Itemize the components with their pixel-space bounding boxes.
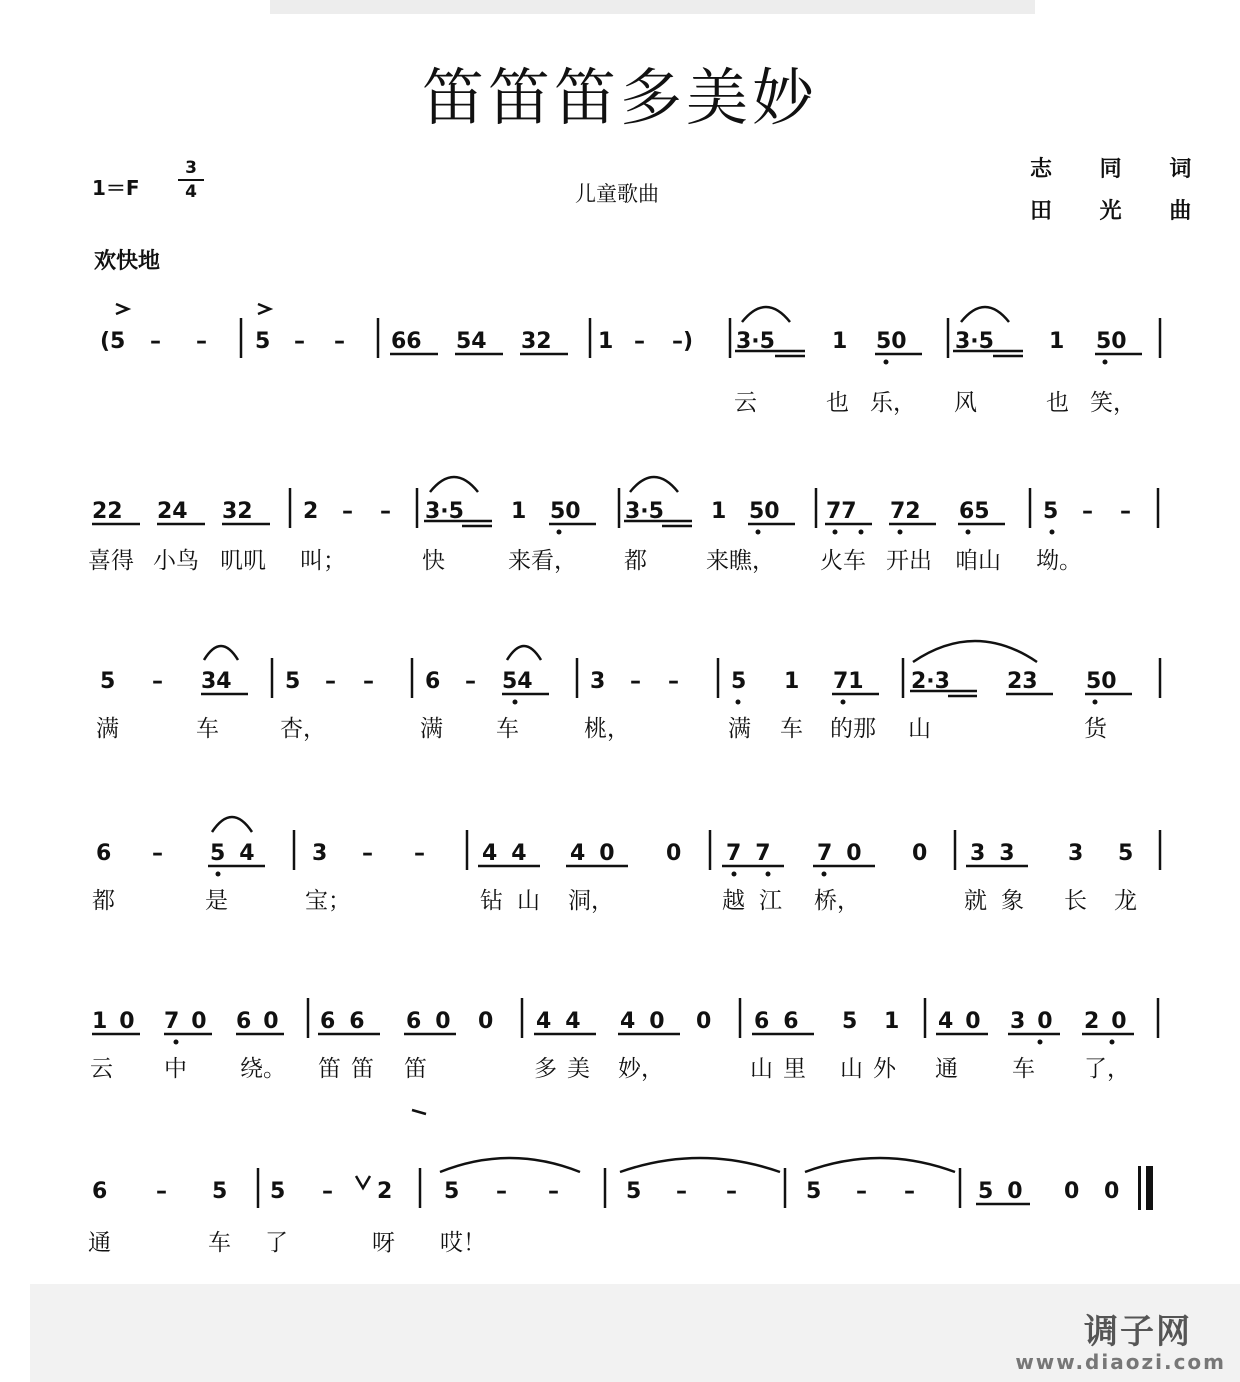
lyric: 绕。 [240,1056,286,1082]
lyric: 长 [1064,888,1087,914]
note: – [548,1179,559,1204]
note: – [152,669,163,694]
note: 20 [1084,1009,1139,1034]
note: 70 [164,1009,219,1034]
note: 72 [890,499,921,524]
note: – [1120,499,1131,524]
lyric: 洞， [568,888,614,914]
note: 60 [236,1009,291,1034]
note: 40 [938,1009,993,1034]
note: – [380,499,391,524]
time-signature-top: 3 [185,158,197,178]
note: 66 [391,329,422,354]
lyric: 越江 [722,888,796,914]
note: 54 [210,841,269,866]
note: 34 [201,669,232,694]
lyric: 车 [496,716,519,742]
watermark-brand: 调子网 [1084,1312,1192,1352]
lyric: 山 [908,716,931,742]
note: – [904,1179,915,1204]
note: 5 [731,669,747,694]
note: 3·5 [955,329,994,354]
genre-label: 儿童歌曲 [575,182,659,206]
note: 33 [970,841,1029,866]
note: 0 [478,1009,494,1034]
time-signature-bottom: 4 [185,182,197,202]
note: 32 [222,499,253,524]
note: 54 [456,329,487,354]
note: 5 [285,669,301,694]
lyric: 了 [265,1230,288,1256]
note: 10 [92,1009,147,1034]
note: 54 [502,669,533,694]
lyric: 通 [88,1230,111,1256]
lyric: 山外 [840,1056,906,1082]
lyric: 桥， [814,888,860,914]
note: 1 [511,499,527,524]
note: 5 [806,1179,822,1204]
note: 2 [303,499,319,524]
lyric: 满 [728,716,751,742]
lyric: 也 [826,390,849,416]
note: 0 [912,841,928,866]
song-title: 笛笛笛多美妙 [421,61,818,134]
note: 1 [598,329,614,354]
note: 5 [212,1179,228,1204]
note: 1 [1049,329,1065,354]
note: 65 [959,499,990,524]
note: 5 [1118,841,1134,866]
lyric: 都 [624,548,647,574]
note: – [496,1179,507,1204]
lyric: 笑， [1090,390,1136,416]
lyric: 多美 [534,1056,600,1082]
note: – [322,1179,333,1204]
note: 3·5 [425,499,464,524]
note: 5 [842,1009,858,1034]
lyric: 云 [90,1056,113,1082]
note: 3·5 [736,329,775,354]
note: – [362,841,373,866]
lyric: 龙 [1114,888,1137,914]
note: 50 [1086,669,1117,694]
note: – [325,669,336,694]
note: 1 [784,669,800,694]
lyric: 满 [96,716,119,742]
score-line-3 [0,640,1240,780]
note: 0 [1064,1179,1080,1204]
note: 3 [312,841,328,866]
note: – [856,1179,867,1204]
note: 23 [1007,669,1038,694]
note: 50 [978,1179,1037,1204]
note: – [150,329,161,354]
note: – [342,499,353,524]
note: – [156,1179,167,1204]
lyric: 喜得 [88,548,134,574]
note: 5 [626,1179,642,1204]
note: 77 [826,499,857,524]
lyric: 风 [954,390,977,416]
lyric: 哎！ [440,1230,486,1256]
note: – [630,669,641,694]
note: – [465,669,476,694]
lyric: 开出 [886,548,932,574]
note: 3·5 [625,499,664,524]
note: 70 [817,841,876,866]
note: 2·3 [911,669,950,694]
note: – [726,1179,737,1204]
lyric: 杏， [280,716,326,742]
lyric: 坳。 [1036,548,1082,574]
lyric: 车 [780,716,803,742]
lyric: 车 [196,716,219,742]
note: 1 [832,329,848,354]
lyric: 桃， [584,716,630,742]
note: – [676,1179,687,1204]
note: 66 [320,1009,379,1034]
note: – [196,329,207,354]
note: 6 [96,841,112,866]
lyric: 通 [935,1056,958,1082]
note: 0 [1104,1179,1120,1204]
lyricist-credit: 志 同 词 [1030,157,1212,182]
note: – [414,841,425,866]
lyric: 货 [1084,716,1107,742]
note: 77 [726,841,785,866]
lyric: 车 [1012,1056,1035,1082]
note: – [363,669,374,694]
note: 44 [536,1009,595,1034]
score-line-4 [0,812,1240,952]
note: 6 [425,669,441,694]
note: 1 [711,499,727,524]
note: 32 [521,329,552,354]
note: 71 [833,669,864,694]
lyric: 咱山 [955,548,1001,574]
lyric: 山里 [750,1056,816,1082]
note: 44 [482,841,541,866]
lyric: 车 [208,1230,231,1256]
note: 1 [884,1009,900,1034]
lyric: 火车 [820,548,866,574]
note: 0 [696,1009,712,1034]
lyric: 妙， [618,1056,664,1082]
composer-credit: 田 光 曲 [1030,199,1212,224]
note: 3 [590,669,606,694]
lyric: 快 [422,548,445,574]
note: 22 [92,499,123,524]
lyric: 钻山 [480,888,554,914]
note: –) [672,329,694,354]
lyric: 是 [205,888,228,914]
note: 40 [570,841,629,866]
score-line-1 [0,300,1240,440]
lyric: 呀 [372,1230,395,1256]
note: 5 [444,1179,460,1204]
lyric: 满 [420,716,443,742]
lyric: 小鸟 [153,548,199,574]
lyric: 来瞧， [706,548,775,574]
lyric: 都 [92,888,115,914]
lyric: 就象 [964,888,1038,914]
note: – [668,669,679,694]
note: 40 [620,1009,679,1034]
score-line-5 [0,980,1240,1120]
score-line-6 [0,1150,1240,1290]
note: 50 [749,499,780,524]
lyric: 笛 [404,1056,427,1082]
lyric: 的那 [830,716,876,742]
score-line-2 [0,470,1240,610]
lyric: 也 [1046,390,1069,416]
note: 50 [1096,329,1127,354]
note: – [334,329,345,354]
lyric: 宝； [305,888,351,914]
tempo-marking: 欢快地 [94,249,161,274]
lyric: 笛笛 [318,1056,384,1082]
note: – [152,841,163,866]
lyric: 来看， [508,548,577,574]
note: 3 [1068,841,1084,866]
note: 5 [255,329,271,354]
time-signature [176,158,206,202]
note: 5 [270,1179,286,1204]
lyric: 叽叽 [220,548,266,574]
note: 50 [550,499,581,524]
lyric: 乐， [870,390,916,416]
note: 5 [100,669,116,694]
note: 60 [406,1009,465,1034]
note: 50 [876,329,907,354]
lyric: 叫； [300,548,346,574]
note: 30 [1010,1009,1065,1034]
note: – [1082,499,1093,524]
note: 6 [92,1179,108,1204]
scan-top-strip [270,0,1035,14]
note: – [294,329,305,354]
note: – [634,329,645,354]
lyric: 中 [164,1056,187,1082]
note: 24 [157,499,188,524]
key-signature: 1＝F [92,176,140,200]
lyric: 了， [1084,1056,1130,1082]
lyric: 云 [734,390,757,416]
watermark-url: www.diaozi.com [1015,1350,1226,1374]
note: 0 [666,841,682,866]
note: 2 [377,1179,393,1204]
note: 66 [754,1009,813,1034]
note: 5 [1043,499,1059,524]
note: (5 [100,329,126,354]
